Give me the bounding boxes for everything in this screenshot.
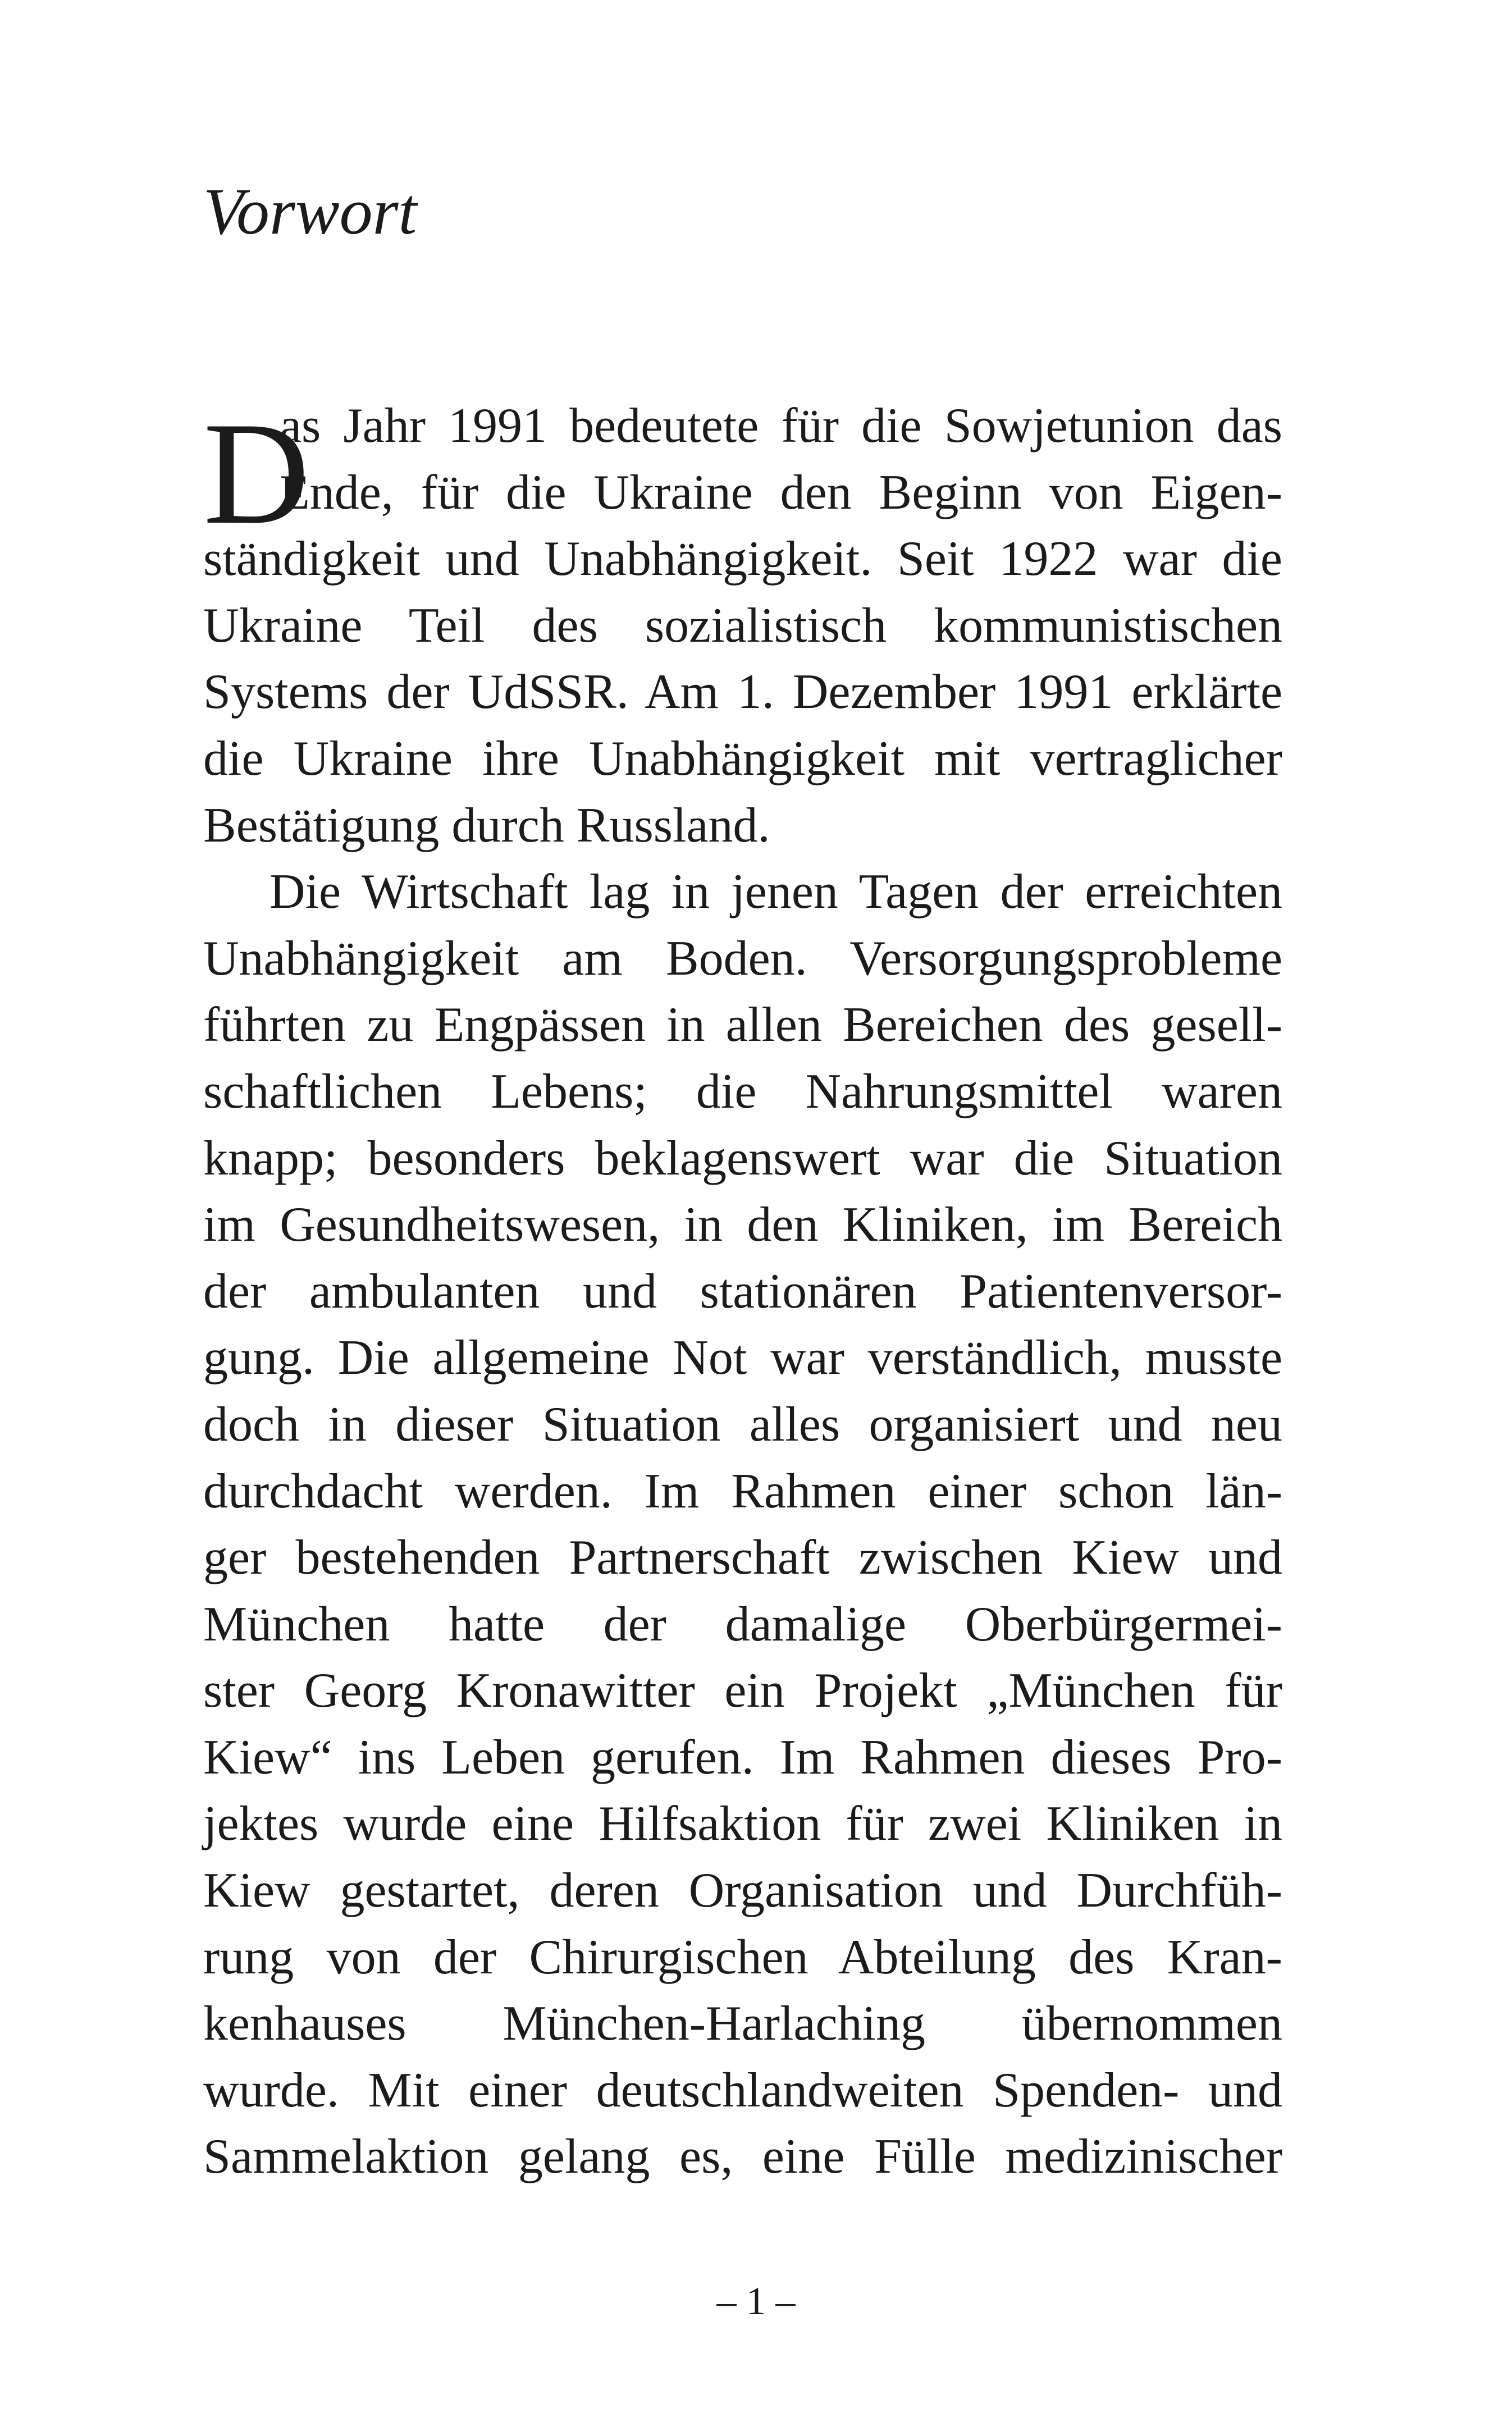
text-line: ster Georg Kronawitter ein Projekt „München für: [203, 1663, 1282, 1718]
text-line: doch in dieser Situation alles organisiert und neu: [203, 1397, 1282, 1452]
text-line: Kiew“ ins Leben gerufen. Im Rahmen dieses Pro-: [203, 1730, 1282, 1785]
chapter-heading: Vorwort: [203, 175, 417, 248]
text-line: schaftlichen Lebens; die Nahrungsmittel waren: [203, 1064, 1282, 1119]
text-line: Ende, für die Ukraine den Beginn von Eigen-: [280, 465, 1282, 520]
text-line: Kiew gestartet, deren Organisation und Durchfüh-: [203, 1863, 1282, 1918]
paragraph-1: [203, 393, 1282, 859]
paragraph-2: [203, 859, 1282, 2191]
text-line: kenhauses München-Harlaching übernommen: [203, 1996, 1282, 2051]
text-line: Bestätigung durch Russland.: [203, 798, 770, 853]
text-line: durchdacht werden. Im Rahmen einer schon län-: [203, 1464, 1282, 1519]
text-line: führten zu Engpässen in allen Bereichen des gesell-: [203, 998, 1282, 1053]
text-line: München hatte der damalige Oberbürgermei-: [203, 1597, 1282, 1652]
text-line: der ambulanten und stationären Patientenversor-: [203, 1264, 1282, 1319]
text-line: ständigkeit und Unabhängigkeit. Seit 1922 war die: [203, 532, 1282, 587]
text-line: Ukraine Teil des sozialistisch kommunistischen: [203, 598, 1282, 653]
text-line: knapp; besonders beklagenswert war die Situation: [203, 1131, 1282, 1186]
text-line: die Ukraine ihre Unabhängigkeit mit vertraglicher: [203, 731, 1282, 786]
text-line: as Jahr 1991 bedeutete für die Sowjetunion das: [280, 399, 1282, 453]
text-line: Sammelaktion gelang es, eine Fülle medizinischer: [203, 2129, 1282, 2184]
text-line: jektes wurde eine Hilfsaktion für zwei Kliniken in: [203, 1797, 1282, 1852]
text-line: ger bestehenden Partnerschaft zwischen Kiew und: [203, 1530, 1282, 1585]
text-line: im Gesundheitswesen, in den Kliniken, im Bereich: [203, 1197, 1282, 1253]
text-line: gung. Die allgemeine Not war verständlich, musste: [203, 1331, 1282, 1386]
page-number: – 1 –: [716, 2280, 796, 2323]
text-line: wurde. Mit einer deutschlandweiten Spenden- und: [203, 2063, 1282, 2118]
drop-cap: D: [203, 392, 310, 555]
text-line: rung von der Chirurgischen Abteilung des Kran-: [203, 1930, 1282, 1985]
text-line: Die Wirtschaft lag in jenen Tagen der erreichten: [269, 865, 1282, 920]
body-text: [203, 393, 1282, 2191]
text-line: Unabhängigkeit am Boden. Versorgungsprobleme: [203, 931, 1282, 986]
text-line: Systems der UdSSR. Am 1. Dezember 1991 erklärte: [203, 665, 1282, 720]
